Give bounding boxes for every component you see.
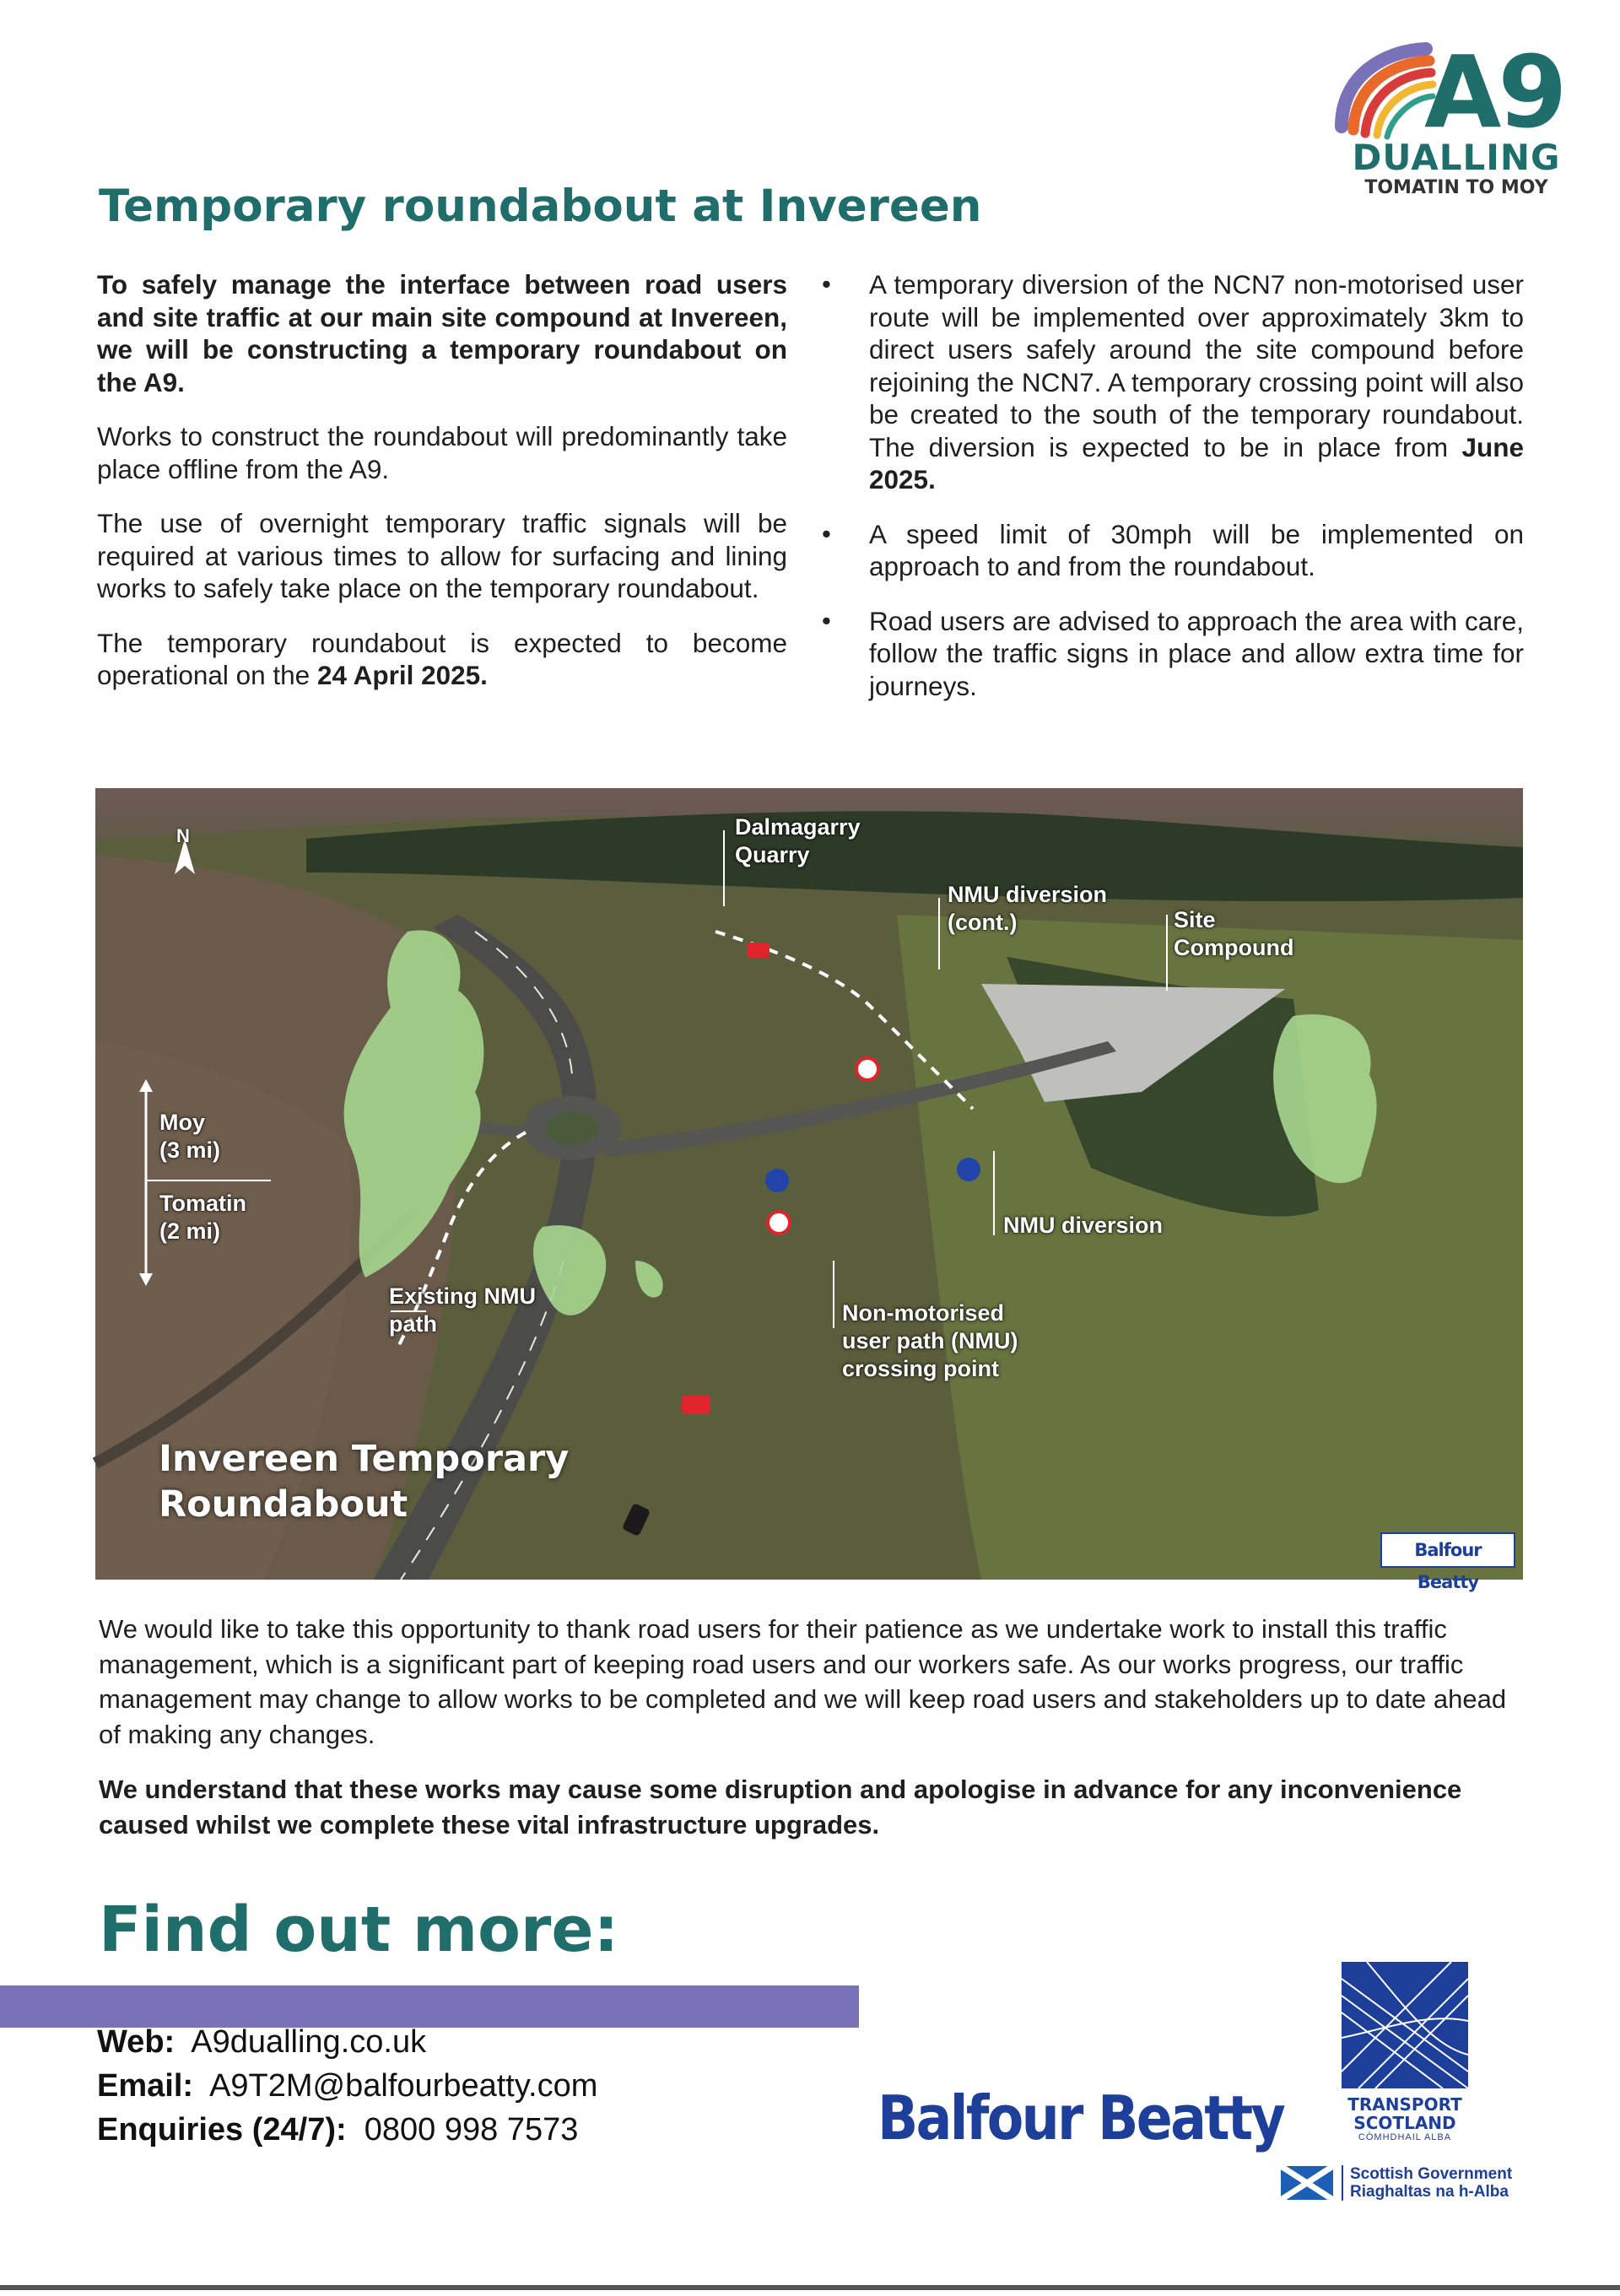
label-line: Dalmagarry <box>735 814 861 840</box>
transport-scotland-name <box>1342 2095 1468 2132</box>
ncn7-diversion-text <box>869 268 1524 496</box>
label-existing-nmu-path <box>389 1283 536 1338</box>
operational-date-paragraph <box>97 627 787 692</box>
balfour-beatty-watermark: Balfour Beatty <box>1380 1532 1515 1568</box>
apology-paragraph: We understand that these works may cause some disruption and apologise in advance for any inconvenience caused whilst we complete these vital infrastructure upgrades. <box>99 1775 1462 1840</box>
sg-line: Scottish Government <box>1350 2165 1513 2183</box>
label-line: Site <box>1174 907 1216 932</box>
label-line: crossing point <box>842 1356 1000 1381</box>
bullet-icon: • <box>822 269 831 299</box>
map-title-line: Invereen Temporary <box>159 1438 570 1480</box>
label-line: (cont.) <box>948 910 1018 935</box>
label-line: Quarry <box>735 842 810 867</box>
find-out-more-heading: Find out more: <box>99 1894 619 1966</box>
ncn7-diversion-body: A temporary diversion of the NCN7 non-motorised user route will be implemented over approximately 3km to direct users safely around the site compound before rejoining the NCN7. A temporary crossing point will also be created to the south of the temporary roundabout. The diversion is expected to be in place from <box>869 269 1524 462</box>
label-line: Tomatin <box>159 1191 246 1216</box>
operational-text: The temporary roundabout is expected to become operational on the <box>97 627 787 690</box>
bullet-icon: • <box>822 518 831 548</box>
balfour-beatty-logo: Balfour Beatty <box>878 2083 1284 2153</box>
label-nmu-diversion: NMU diversion <box>1003 1213 1164 1238</box>
operational-date: 24 April 2025. <box>316 660 488 690</box>
saltire-flag-icon <box>1281 2166 1333 2200</box>
web-label: Web: <box>97 2024 176 2060</box>
thanks-paragraph: We would like to take this opportunity to thank road users for their patience as we undertake work to install this traffic management, which is a significant part of keeping road users and our workers safe. As our works progress, our traffic management may change to allow works to be completed and we will keep road users and stakeholders up to date ahead of making any changes. <box>99 1614 1507 1749</box>
a9-route-sign-icon <box>682 1396 710 1414</box>
label-line: (3 mi) <box>159 1137 221 1163</box>
offline-works-paragraph: Works to construct the roundabout will predominantly take place offline from the A9. <box>97 421 787 484</box>
label-nmu-crossing-point <box>842 1299 1018 1383</box>
bullet-icon: • <box>822 605 831 635</box>
label-line: user path (NMU) <box>842 1328 1018 1353</box>
label-dalmagarry-quarry <box>735 813 861 869</box>
ts-name-line: SCOTLAND <box>1353 2113 1456 2133</box>
a9-dualling-logo <box>1325 34 1569 203</box>
contact-web <box>97 2022 426 2062</box>
contact-email <box>97 2066 597 2106</box>
advice-text: Road users are advised to approach the area with care, follow the traffic signs in place and allow extra time for journeys. <box>869 605 1524 701</box>
traffic-signal-sign-icon <box>957 1158 980 1181</box>
label-site-compound <box>1174 906 1293 962</box>
email-link[interactable]: A9T2M@balfourbeatty.com <box>209 2068 598 2104</box>
enquiries-label: Enquiries (24/7): <box>97 2112 347 2147</box>
left-column <box>97 268 787 714</box>
label-nmu-diversion-cont <box>948 881 1107 937</box>
page-title: Temporary roundabout at Invereen <box>99 181 982 232</box>
email-label: Email: <box>97 2068 194 2104</box>
label-line: Moy <box>159 1110 205 1135</box>
enquiries-phone[interactable]: 0800 998 7573 <box>364 2112 579 2147</box>
intro-paragraph: To safely manage the interface between road users and site traffic at our main site compound at Invereen, we will be constructing a temporary roundabout on the A9. <box>97 269 787 397</box>
logo-a9-mark: A9 <box>1424 34 1564 150</box>
speed-limit-sign-icon <box>856 1058 878 1080</box>
traffic-signals-paragraph: The use of overnight temporary traffic signals will be required at various times to allow for surfacing and lining works to safely take place on the temporary roundabout. <box>97 508 787 603</box>
label-line: (2 mi) <box>159 1218 221 1244</box>
list-item <box>818 605 1524 703</box>
speed-limit-sign-icon <box>768 1212 790 1234</box>
transport-scotland-logo <box>1342 1962 1477 2142</box>
logo-dualling-text: DUALLING <box>1352 137 1561 178</box>
north-arrow-label: N <box>176 825 190 846</box>
list-item <box>818 268 1524 496</box>
list-item <box>818 518 1524 583</box>
label-line: NMU diversion <box>948 882 1108 907</box>
sg-line: Riaghaltas na h-Alba <box>1350 2183 1509 2201</box>
a9-route-sign-icon <box>748 943 770 958</box>
transport-scotland-gaelic: CÒMHDHAIL ALBA <box>1358 2132 1452 2142</box>
transport-scotland-mark-icon <box>1342 1962 1468 2088</box>
label-moy <box>159 1109 220 1164</box>
map-title-line: Roundabout <box>159 1483 408 1526</box>
logo-section-text: TOMATIN TO MOY <box>1364 177 1548 198</box>
right-column <box>818 268 1524 724</box>
bottom-divider <box>0 2285 1620 2290</box>
contact-enquiries <box>97 2110 578 2150</box>
aerial-map <box>95 788 1523 1592</box>
diversion-date: June 2025. <box>869 431 1524 494</box>
traffic-signal-sign-icon <box>765 1169 789 1192</box>
scottish-government-text <box>1342 2165 1512 2201</box>
a9-swoosh-icon <box>1325 42 1434 143</box>
speed-limit-text: A speed limit of 30mph will be implemented on approach to and from the roundabout. <box>869 518 1524 581</box>
label-line: Existing NMU <box>389 1283 537 1309</box>
ts-name-line: TRANSPORT <box>1347 2094 1462 2115</box>
web-link[interactable]: A9dualling.co.uk <box>191 2024 427 2060</box>
label-line: path <box>389 1311 437 1337</box>
aerial-map-title <box>159 1436 569 1527</box>
scottish-government-logo <box>1281 2165 1512 2201</box>
label-line: Non-motorised <box>842 1300 1004 1326</box>
label-line: Compound <box>1174 935 1294 960</box>
label-tomatin <box>159 1190 246 1245</box>
